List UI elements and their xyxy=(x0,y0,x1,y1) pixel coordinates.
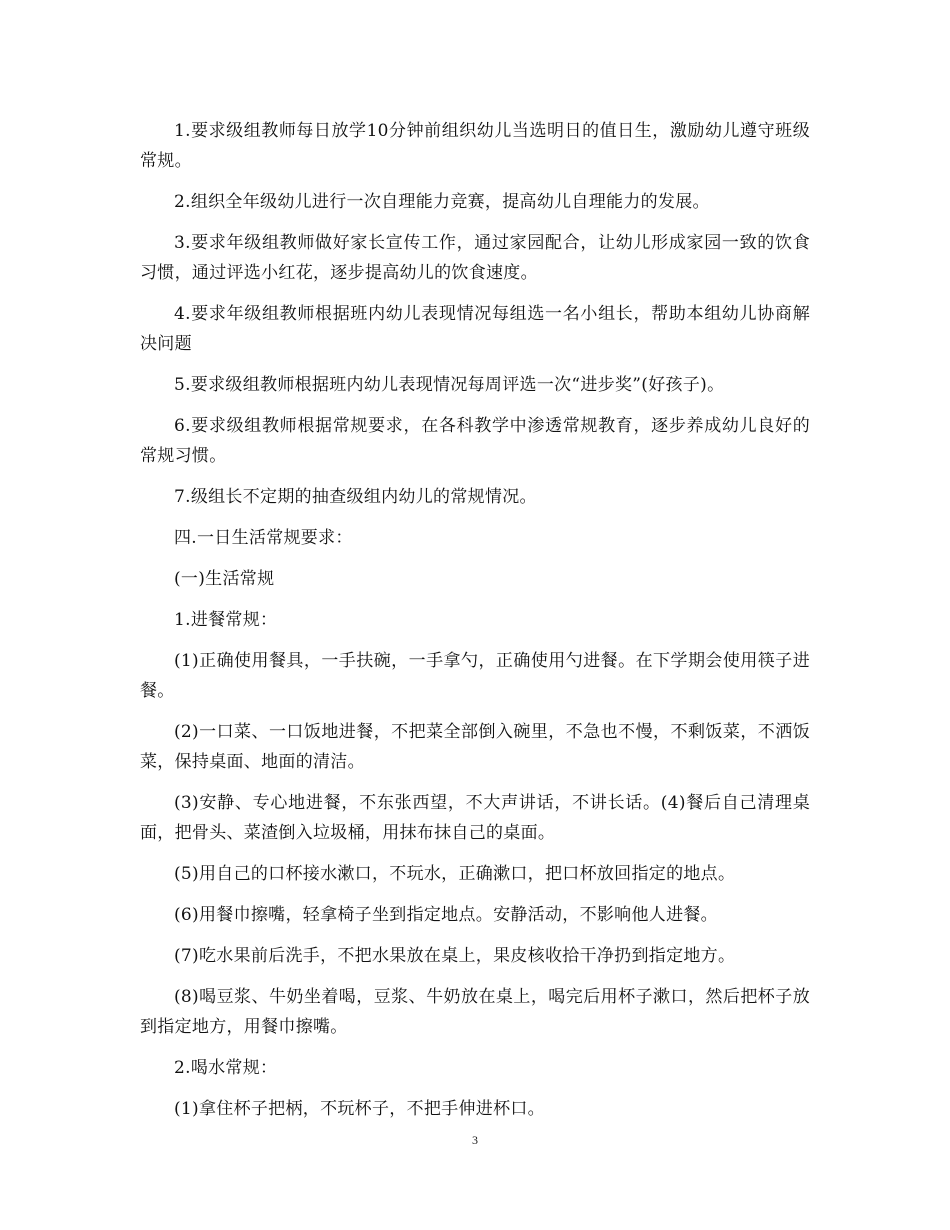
drinking-rule-1: (1)拿住杯子把柄，不玩杯子，不把手伸进杯口。 xyxy=(174,1099,545,1119)
item-heading-meal-routine: 1.进餐常规： xyxy=(174,610,278,630)
document-body xyxy=(140,116,810,1135)
page-number: 3 xyxy=(472,1133,478,1147)
paragraph-6: 6.要求级组教师根据常规要求，在各科教学中渗透常规教育，逐步养成幼儿良好的常规习惯。 xyxy=(140,416,810,466)
item-heading-drinking-routine: 2.喝水常规： xyxy=(174,1058,278,1078)
section-heading-daily-routine: 四.一日生活常规要求： xyxy=(174,528,353,548)
meal-rule-1: (1)正确使用餐具，一手扶碗，一手拿勺，正确使用勺进餐。在下学期会使用筷子进餐。 xyxy=(140,651,810,701)
paragraph-2: 2.组织全年级幼儿进行一次自理能力竞赛，提高幼儿自理能力的发展。 xyxy=(174,192,710,212)
paragraph-3: 3.要求年级组教师做好家长宣传工作，通过家园配合，让幼儿形成家园一致的饮食习惯，通过评选小红花，逐步提高幼儿的饮食速度。 xyxy=(140,233,810,283)
paragraph-4: 4.要求年级组教师根据班内幼儿表现情况每组选一名小组长，帮助本组幼儿协商解决问题 xyxy=(140,304,810,354)
meal-rule-5: (5)用自己的口杯接水漱口，不玩水，正确漱口，把口杯放回指定的地点。 xyxy=(174,864,736,884)
meal-rule-8: (8)喝豆浆、牛奶坐着喝，豆浆、牛奶放在桌上，喝完后用杯子漱口，然后把杯子放到指定地方，用餐巾擦嘴。 xyxy=(140,987,810,1037)
paragraph-1: 1.要求级组教师每日放学10分钟前组织幼儿当选明日的值日生，激励幼儿遵守班级常规。 xyxy=(140,121,810,171)
meal-rule-2: (2)一口菜、一口饭地进餐，不把菜全部倒入碗里，不急也不慢，不剩饭菜，不洒饭菜，保持桌面、地面的清洁。 xyxy=(140,722,810,772)
paragraph-7: 7.级组长不定期的抽查级组内幼儿的常规情况。 xyxy=(174,487,537,507)
meal-rule-3-4: (3)安静、专心地进餐，不东张西望，不大声讲话，不讲长话。(4)餐后自己清理桌面，把骨头、菜渣倒入垃圾桶，用抹布抹自己的桌面。 xyxy=(140,793,810,843)
subsection-heading-life-routine: (一)生活常规 xyxy=(174,569,275,589)
paragraph-5: 5.要求级组教师根据班内幼儿表现情况每周评选一次“进步奖”(好孩子)。 xyxy=(174,375,725,395)
meal-rule-6: (6)用餐巾擦嘴，轻拿椅子坐到指定地点。安静活动，不影响他人进餐。 xyxy=(174,905,718,925)
meal-rule-7: (7)吃水果前后洗手，不把水果放在桌上，果皮核收拾干净扔到指定地方。 xyxy=(174,946,736,966)
